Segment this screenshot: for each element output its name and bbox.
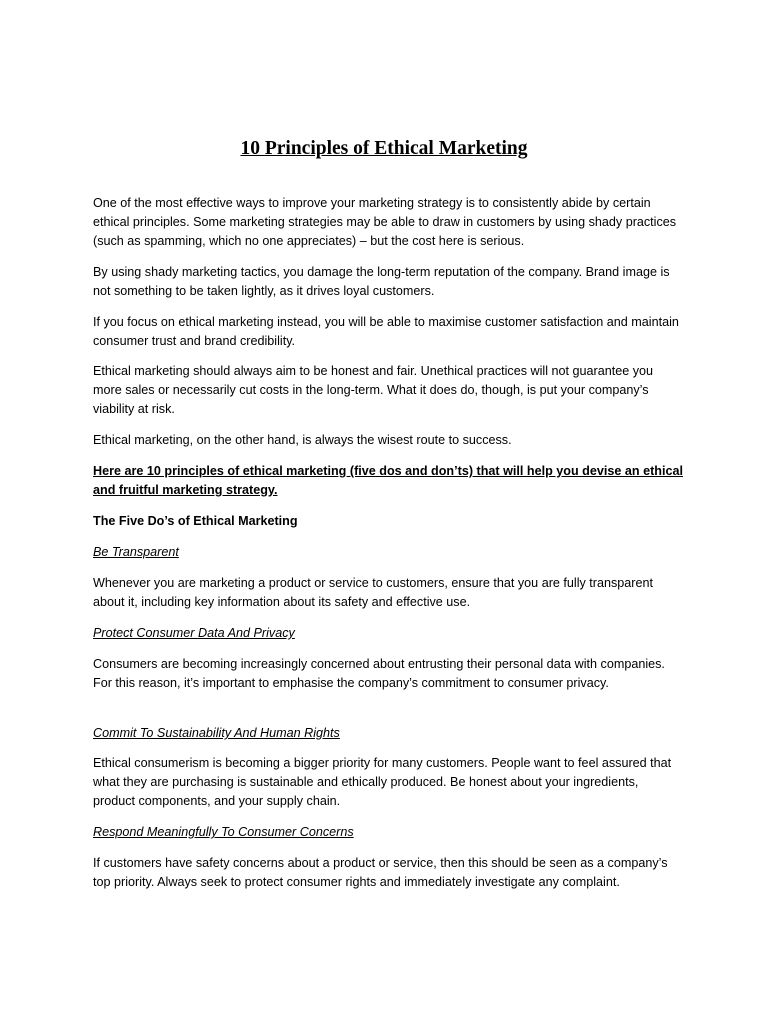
principle-body-text: If customers have safety concerns about a product or service, then this should be seen as a company’s top priority. Always seek to protect consumer rights and immediately investigate any complaint.	[93, 856, 668, 889]
paragraph-2	[93, 263, 683, 301]
principle-heading-3	[93, 724, 683, 743]
intro-bold-paragraph	[93, 462, 683, 500]
paragraph-4	[93, 362, 683, 419]
paragraph-text: Ethical marketing, on the other hand, is always the wisest route to success.	[93, 433, 512, 447]
paragraph-1	[93, 194, 683, 251]
principle-heading-text: Be Transparent	[93, 545, 179, 559]
principle-body-text: Ethical consumerism is becoming a bigger priority for many customers. People want to feel assured that what they are purchasing is sustainable and ethically produced. Be honest about your ingredients, product components, and your supply chain.	[93, 756, 672, 808]
paragraph-text: One of the most effective ways to improve your marketing strategy is to consistently abide by certain ethical principles. Some marketing strategies may be able to draw in customers by using shady practices (such as spamming, which no one appreciates) – but the cost here is serious.	[93, 196, 677, 248]
principle-heading-2	[93, 624, 683, 643]
section-heading	[93, 512, 683, 531]
document-title: 10 Principles of Ethical Marketing	[240, 138, 528, 159]
paragraph-5	[93, 431, 683, 450]
paragraph-text: By using shady marketing tactics, you damage the long-term reputation of the company. Brand image is not something to be taken lightly, as it drives loyal customers.	[93, 265, 670, 298]
principle-heading-4	[93, 823, 683, 842]
principle-body-text: Whenever you are marketing a product or service to customers, ensure that you are fully transparent about it, including key information about its safety and effective use.	[93, 576, 653, 609]
principle-body-text: Consumers are becoming increasingly concerned about entrusting their personal data with companies. For this reason, it’s important to emphasise the company’s commitment to consumer privacy.	[93, 657, 665, 690]
principle-heading-text: Protect Consumer Data And Privacy	[93, 626, 295, 640]
paragraph-3	[93, 313, 683, 351]
principle-text-2	[93, 655, 683, 693]
principle-text-3	[93, 754, 683, 811]
paragraph-text: If you focus on ethical marketing instead, you will be able to maximise customer satisfaction and maintain consumer trust and brand credibility.	[93, 315, 679, 348]
principle-text-1	[93, 574, 683, 612]
section-heading-text: The Five Do’s of Ethical Marketing	[93, 514, 298, 528]
principle-heading-text: Respond Meaningfully To Consumer Concerns	[93, 825, 354, 839]
principle-heading-1	[93, 543, 683, 562]
intro-bold-text: Here are 10 principles of ethical marketing (five dos and don’ts) that will help you devise an ethical and fruitful marketing strategy.	[93, 464, 683, 497]
principle-text-4	[93, 854, 683, 892]
paragraph-text: Ethical marketing should always aim to be honest and fair. Unethical practices will not guarantee you more sales or necessarily cut costs in the long-term. What it does do, though, is put your company’s viability at risk.	[93, 364, 654, 416]
principle-heading-text: Commit To Sustainability And Human Rights	[93, 726, 340, 740]
